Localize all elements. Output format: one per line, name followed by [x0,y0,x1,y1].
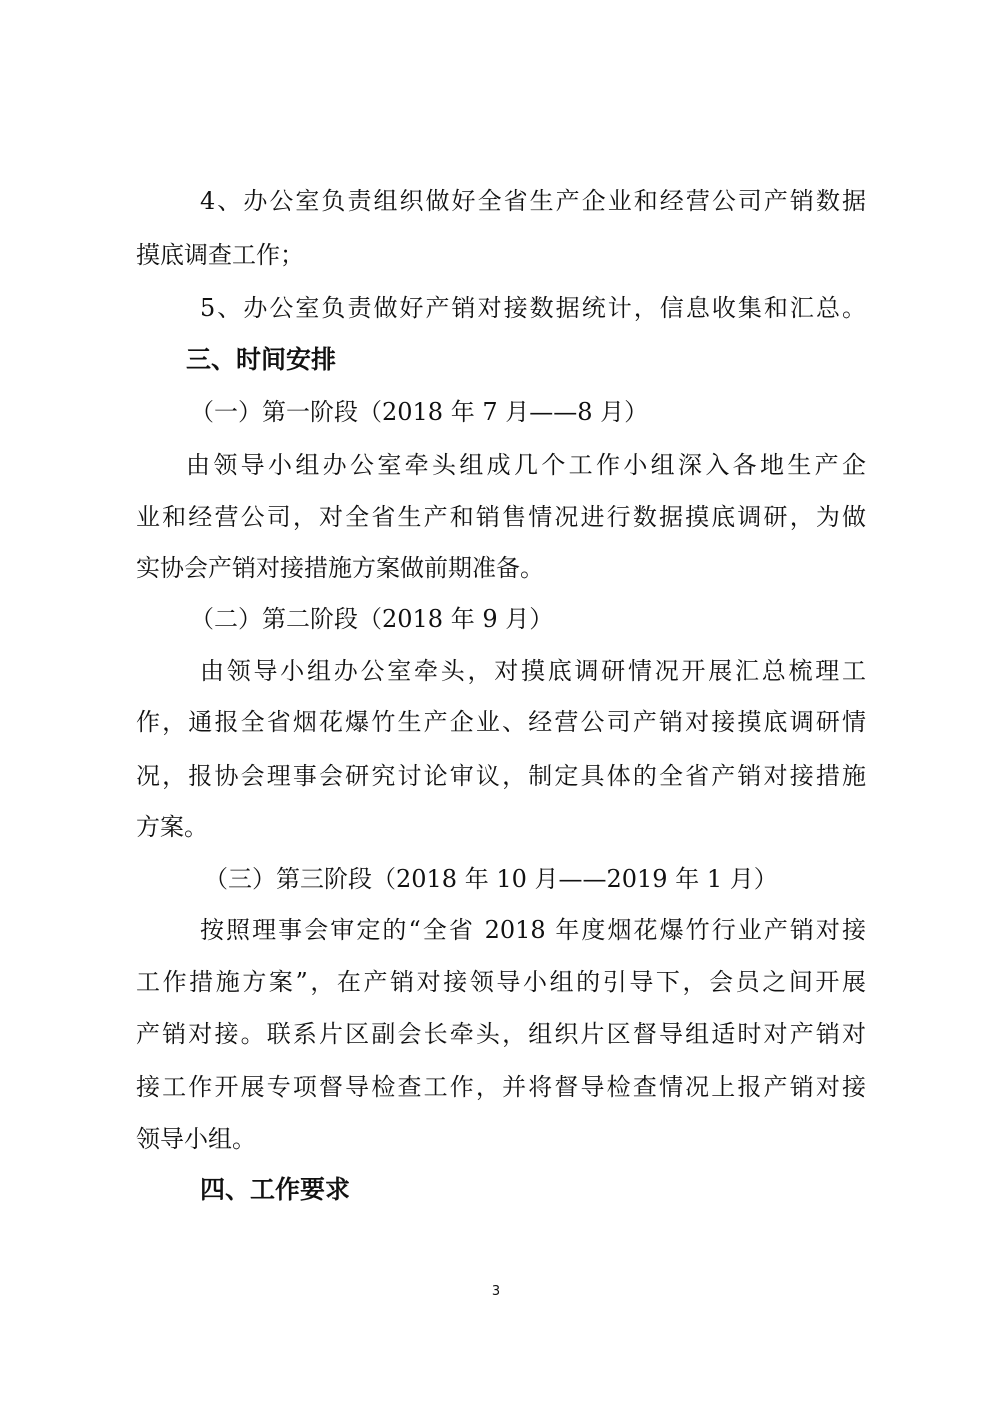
phase3-line1: 按照理事会审定的“全省 2018 年度烟花爆竹行业产销对接 [200,916,866,944]
page-number: 3 [491,1284,501,1299]
phase2-title: （二）第二阶段（2018 年 9 月） [190,605,554,633]
phase3-title: （三）第三阶段（2018 年 10 月——2019 年 1 月） [204,865,778,893]
phase2-line3: 况，报协会理事会研究讨论审议，制定具体的全省产销对接措施 [136,762,866,790]
item4-line2: 摸底调查工作； [136,241,304,269]
item4-line1: 4、办公室负责组织做好全省生产企业和经营公司产销数据 [200,187,866,215]
section4-heading: 四、工作要求 [200,1175,351,1204]
phase2-line4: 方案。 [136,813,208,841]
phase1-line3: 实协会产销对接措施方案做前期准备。 [136,554,544,582]
phase3-line3: 产销对接。联系片区副会长牵头，组织片区督导组适时对产销对 [136,1020,866,1048]
section3-heading: 三、时间安排 [186,345,337,374]
item5-line: 5、办公室负责做好产销对接数据统计，信息收集和汇总。 [200,294,866,322]
phase1-title: （一）第一阶段（2018 年 7 月——8 月） [190,398,649,426]
phase1-line2: 业和经营公司，对全省生产和销售情况进行数据摸底调研，为做 [136,503,866,531]
phase2-line1: 由领导小组办公室牵头，对摸底调研情况开展汇总梳理工 [200,657,866,685]
phase2-line2: 作，通报全省烟花爆竹生产企业、经营公司产销对接摸底调研情 [136,708,866,736]
phase1-line1: 由领导小组办公室牵头组成几个工作小组深入各地生产企 [186,451,866,479]
phase3-line4: 接工作开展专项督导检查工作，并将督导检查情况上报产销对接 [136,1073,866,1101]
phase3-line2: 工作措施方案”，在产销对接领导小组的引导下，会员之间开展 [136,968,866,996]
phase3-line5: 领导小组。 [136,1125,256,1153]
